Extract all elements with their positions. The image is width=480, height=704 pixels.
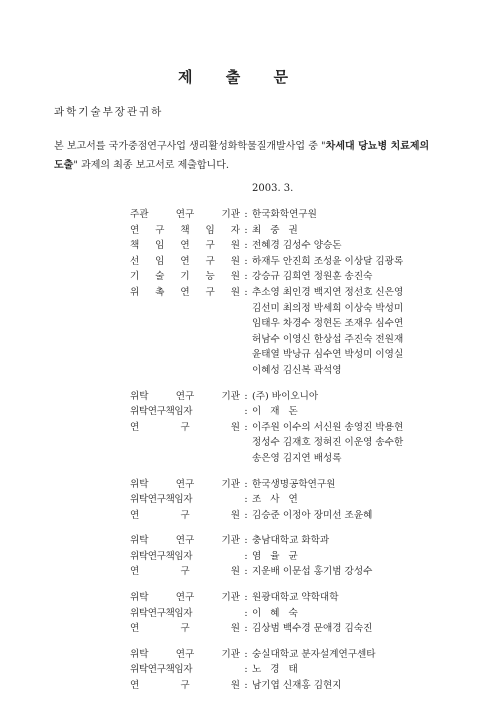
label-separator [240,451,252,467]
role-label: 연 구 책 임 자 [130,224,240,236]
personnel-group [0,647,480,694]
submission-statement [54,137,444,175]
personnel-row [0,404,480,420]
label-separator [240,347,252,363]
role-label: 주관 연구 기관 [130,209,240,220]
personnel-row [0,316,480,332]
personnel-row [0,590,480,606]
label-separator: : [244,494,248,506]
label-separator: : [244,550,248,562]
role-value: 이혜숙 [252,607,307,619]
personnel-group [0,477,480,524]
personnel-row [0,238,480,254]
role-value: 지운배 이문섭 홍기범 강성수 [252,566,373,578]
statement-line2-suffix: " 과제의 최종 보고서로 제출합니다. [73,160,230,171]
label-separator: : [244,664,248,676]
role-label: 위탁 연구 기관 [130,535,240,547]
label-separator: : [244,255,248,267]
role-label: 위탁연구책임자 [130,607,193,619]
role-label [130,301,240,317]
label-separator: : [244,406,248,418]
role-value: 김선미 최의정 박세희 이상숙 박성미 [252,302,404,314]
role-label: 위탁연구책임자 [130,550,193,562]
personnel-group [0,207,480,379]
project-title-part1: 차세대 당뇨병 치료제의 [325,141,430,152]
personnel-row [0,301,480,317]
personnel-row [0,606,480,622]
role-label [130,316,240,332]
role-label [130,435,240,451]
role-value: 윤태열 박낭규 심수연 박성미 이영실 [252,349,404,361]
label-separator: : [244,648,248,660]
personnel-row [0,254,480,270]
label-separator: : [244,623,248,635]
role-label [130,363,240,379]
label-separator: : [244,478,248,490]
personnel-group [0,533,480,580]
personnel-row [0,492,480,508]
label-separator [240,435,252,451]
personnel-row [0,564,480,580]
role-value: 강승규 김희연 정원훈 송진숙 [252,271,373,283]
role-label: 기 술 기 능 원 [130,271,240,283]
label-separator [240,363,252,379]
role-value: 충남대학교 화학과 [252,535,330,547]
role-label: 선 임 연 구 원 [130,255,240,267]
label-separator: : [244,271,248,283]
role-label: 위탁연구책임자 [130,406,193,418]
submission-date: 2003. 3. [252,183,294,194]
personnel-row [0,269,480,285]
role-label: 연 구 원 [130,680,240,692]
role-value: 김승준 이정아 장미선 조윤혜 [252,509,373,521]
personnel-row [0,363,480,379]
label-separator: : [244,566,248,578]
role-value: 남기엽 신재홍 김현지 [252,680,342,692]
personnel-row [0,647,480,663]
label-separator: : [244,390,248,402]
role-value: 원광대학교 약학대학 [252,592,339,604]
role-label [130,347,240,363]
personnel-row [0,549,480,565]
personnel-row [0,347,480,363]
personnel-group [0,389,480,467]
role-label: 연 구 원 [130,509,240,521]
label-separator: : [244,286,248,298]
label-separator: : [244,509,248,521]
personnel-row [0,420,480,436]
personnel-row [0,451,480,467]
label-separator: : [244,680,248,692]
personnel-list [0,207,480,704]
role-label: 위탁 연구 기관 [130,648,240,660]
role-label: 책 임 연 구 원 [130,240,240,252]
role-label: 연 구 원 [130,566,240,578]
label-separator: : [244,421,248,433]
role-label: 연 구 원 [130,421,240,433]
role-value: 허남수 이영신 한상섭 주진숙 전원재 [252,333,404,345]
role-value: 전혜경 김성수 양승돈 [252,240,342,252]
role-label: 위탁 연구 기관 [130,478,240,490]
label-separator: : [244,535,248,547]
role-label: 연 구 원 [130,623,240,635]
label-separator: : [244,209,248,220]
role-value: 한국생명공학연구원 [252,478,336,490]
role-value: 노경태 [252,664,307,676]
role-value: 임태우 차경수 정현돈 조재우 심수연 [252,318,404,330]
role-label [130,332,240,348]
role-label: 위탁연구책임자 [130,494,193,506]
role-value: 이주원 이수의 서신원 송영진 박용현 [252,421,404,433]
label-separator: : [244,592,248,604]
personnel-group [0,590,480,637]
project-title-part2: 도출 [54,160,74,171]
personnel-row [0,389,480,405]
role-value: 하재두 안진희 조성윤 이상달 김광록 [252,255,404,267]
label-separator: : [244,224,248,236]
personnel-row [0,662,480,678]
label-separator [240,301,252,317]
document-title: 제 출 문 [178,68,302,86]
role-label: 위탁 연구 기관 [130,592,240,604]
personnel-row [0,285,480,301]
role-value: 최중권 [252,224,307,236]
role-value: 송은영 김지연 배성록 [252,452,342,464]
role-label: 위탁연구책임자 [130,664,193,676]
role-value: 이재돈 [252,406,307,418]
role-value: 추소영 최인경 백지연 정선호 신은영 [252,286,404,298]
role-value: 이혜성 김신복 곽석영 [252,364,342,376]
personnel-row [0,621,480,637]
role-value: 조사연 [252,494,307,506]
personnel-row [0,207,480,223]
personnel-row [0,533,480,549]
role-value: (주) 바이오니아 [252,390,319,402]
addressee: 과학기술부장관귀하 [54,106,164,118]
personnel-row [0,678,480,694]
role-label: 위 촉 연 구 원 [130,286,240,298]
personnel-row [0,223,480,239]
personnel-row [0,332,480,348]
role-label [130,451,240,467]
label-separator: : [244,240,248,252]
personnel-row [0,477,480,493]
role-value: 한국화학연구원 [252,209,317,220]
role-label: 위탁 연구 기관 [130,390,240,402]
label-separator: : [244,607,248,619]
label-separator [240,332,252,348]
statement-line1-prefix: 본 보고서를 국가중점연구사업 생리활성화학물질개발사업 중 " [54,141,326,152]
label-separator [240,316,252,332]
role-value: 염율균 [252,550,307,562]
role-value: 숭실대학교 분자설계연구센타 [252,648,376,660]
role-value: 정성수 김재호 정혀진 이운영 송수한 [252,437,404,449]
role-value: 김상범 백수경 문애경 김숙진 [252,623,373,635]
personnel-row [0,508,480,524]
personnel-row [0,435,480,451]
